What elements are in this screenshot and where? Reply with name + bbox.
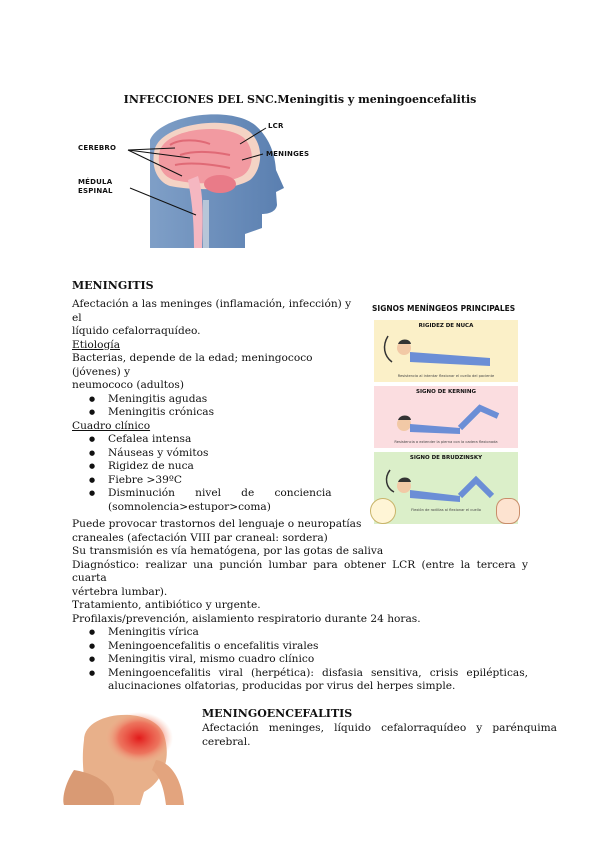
sign-panel bbox=[374, 452, 518, 524]
headache-man-illustration bbox=[44, 700, 194, 805]
meningoencefalitis-heading: MENINGOENCEFALITIS bbox=[202, 707, 353, 720]
panel-label: SIGNO DE KERNING bbox=[416, 389, 476, 395]
symptoms-list bbox=[72, 433, 357, 514]
list-item bbox=[72, 487, 357, 514]
sign-panel bbox=[374, 320, 518, 382]
list-item bbox=[72, 667, 528, 694]
symptom-text: ● Disminución nivel de conciencia bbox=[108, 487, 332, 499]
text-line: Puede provocar trastornos del lenguaje o neuropatías bbox=[72, 518, 362, 530]
head-brain-illustration bbox=[70, 110, 370, 250]
text-line: Afectación meninges, líquido cefalorraquídeo y parénquima bbox=[202, 722, 557, 734]
list-item: ● Meningitis crónicas bbox=[72, 406, 357, 420]
panel-caption: Resistencia al intentar flexionar el cuello del paciente bbox=[397, 374, 495, 378]
list-item: ● Rigidez de nuca bbox=[72, 460, 357, 474]
signs-figure bbox=[370, 300, 520, 526]
list-item: ● Meningoencefalitis o encefalitis virales bbox=[72, 640, 528, 654]
cerebro-label: CEREBRO bbox=[78, 144, 117, 152]
sign-panel bbox=[374, 386, 518, 448]
etiologia-line: neumococo (adultos) bbox=[72, 379, 184, 391]
panel-caption: Flexión de rodillas al flexionar el cuello bbox=[411, 508, 481, 512]
page-title: INFECCIONES DEL SNC.Meningitis y meningoencefalitis bbox=[123, 93, 477, 106]
viral-list bbox=[72, 626, 528, 694]
list-item: ● Fiebre >39ºC bbox=[72, 474, 357, 488]
list-item: ● Cefalea intensa bbox=[72, 433, 357, 447]
panel-label: RIGIDEZ DE NUCA bbox=[418, 323, 474, 329]
medula-label: MÉDULA bbox=[78, 178, 113, 186]
list-item: ● Meningitis agudas bbox=[72, 393, 357, 407]
list-item: ● Meningitis vírica bbox=[72, 626, 528, 640]
types-list bbox=[72, 393, 357, 420]
meningitis-heading: MENINGITIS bbox=[72, 279, 154, 292]
text-line: Tratamiento, antibiótico y urgente. bbox=[72, 599, 261, 611]
list-text: alucinaciones olfatorias, producidas por virus del herpes simple. bbox=[108, 680, 456, 692]
espinal-label: ESPINAL bbox=[78, 187, 113, 195]
panel-caption: Resistencia a extender la pierna con la cadera flexionada bbox=[394, 440, 498, 444]
etiologia-line: Bacterias, depende de la edad; meningococo (jóvenes) y bbox=[72, 352, 313, 378]
etiologia-label: Etiología bbox=[72, 338, 121, 351]
meningoencefalitis-text bbox=[202, 722, 557, 749]
list-item: ● Náuseas y vómitos bbox=[72, 447, 357, 461]
signs-title: SIGNOS MENÍNGEOS PRINCIPALES bbox=[372, 304, 516, 313]
symptom-text: (somnolencia>estupor>coma) bbox=[108, 500, 271, 513]
intro-line: Afectación a las meninges (inflamación, infección) y el bbox=[72, 298, 352, 324]
text-line: Diagnóstico: realizar una punción lumbar para obtener LCR (entre la tercera y cuarta bbox=[72, 558, 528, 584]
text-line: craneales (afectación VIII par craneal: sordera) bbox=[72, 531, 328, 544]
meninges-label: MENINGES bbox=[266, 150, 310, 158]
brain-figure bbox=[70, 110, 370, 250]
patient-icon bbox=[380, 398, 512, 438]
list-text: ● Meningoencefalitis viral (herpética): disfasia sensitiva, crisis epilépticas, bbox=[108, 666, 528, 679]
text-line: Su transmisión es vía hematógena, por las gotas de saliva bbox=[72, 545, 384, 557]
text-line: vértebra lumbar). bbox=[72, 585, 168, 598]
meningitis-left-column bbox=[72, 298, 357, 514]
list-item: ● Meningitis viral, mismo cuadro clínico bbox=[72, 653, 528, 667]
lcr-label: LCR bbox=[268, 122, 284, 130]
intro-line: líquido cefalorraquídeo. bbox=[72, 325, 201, 337]
panel-label: SIGNO DE BRUDZINSKY bbox=[409, 455, 483, 461]
headache-image bbox=[44, 700, 194, 805]
text-line: Profilaxis/prevención, aislamiento respiratorio durante 24 horas. bbox=[72, 612, 421, 625]
cuadro-clinico-label: Cuadro clínico bbox=[72, 419, 151, 432]
meningitis-full-text bbox=[72, 518, 528, 694]
text-line: cerebral. bbox=[202, 735, 251, 748]
patient-icon bbox=[380, 464, 512, 504]
patient-icon bbox=[380, 332, 512, 372]
